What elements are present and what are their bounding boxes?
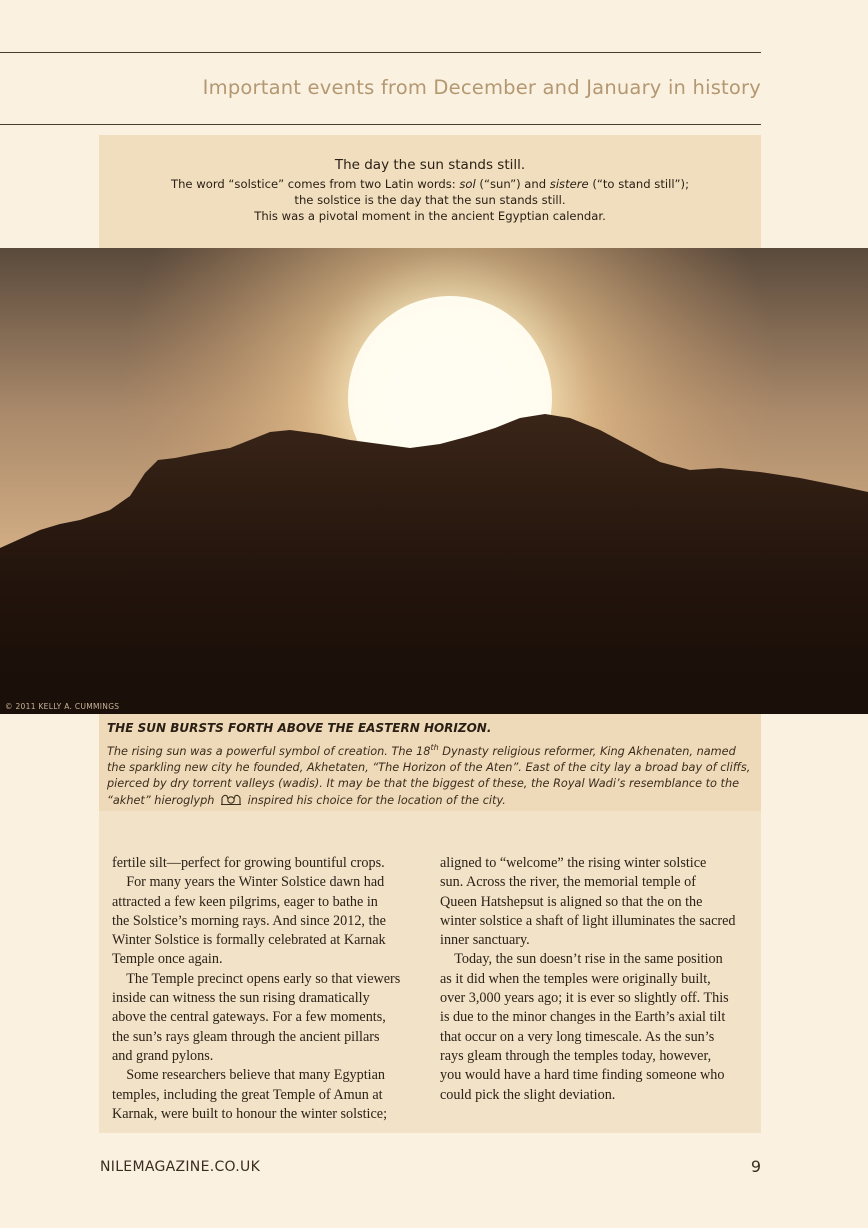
intro-box — [99, 135, 761, 248]
article-line: temples, including the great Temple of Amun at — [112, 1086, 383, 1103]
caption-box — [99, 714, 761, 811]
footer-site: NILEMAGAZINE.CO.UK — [100, 1159, 261, 1175]
article-line: attracted a few keen pilgrims, eager to bathe in — [112, 893, 378, 910]
article-column-right — [440, 854, 748, 1105]
article-line: rays gleam through the temples today, however, — [440, 1047, 712, 1064]
article-line: For many years the Winter Solstice dawn had — [112, 874, 385, 891]
article-line: Temple once again. — [112, 951, 223, 968]
article-line: could pick the slight deviation. — [440, 1086, 616, 1103]
article-line: Queen Hatshepsut is aligned so that the on the — [440, 893, 703, 910]
article-line: inner sanctuary. — [440, 932, 530, 949]
article-line: is due to the minor changes in the Earth’s axial tilt — [440, 1009, 726, 1026]
article-line: you would have a hard time finding someone who — [440, 1067, 725, 1084]
article-line: Today, the sun doesn’t rise in the same position — [440, 951, 723, 968]
article-line: above the central gateways. For a few moments, — [112, 1009, 386, 1026]
intro-heading: The day the sun stands still. — [334, 157, 526, 173]
header-rule-top — [0, 52, 761, 53]
sunrise-photo — [0, 248, 868, 714]
caption-body: The rising sun was a powerful symbol of creation. The 18th Dynasty religious reformer, King Akhenaten, named the sparkling new city he founded, Akhetaten, “The Horizon of the Aten”. East of the city lay a broad bay of cliffs, pierced by dry torrent valleys (wadis). It may be that the biggest of these, the Royal Wadi’s resemblance to the “akhet” hieroglyph inspired his choice for the location of the city. — [107, 743, 751, 807]
article-line: Karnak, were built to honour the winter solstice; — [112, 1105, 388, 1122]
caption-title: THE SUN BURSTS FORTH ABOVE THE EASTERN HORIZON. — [107, 721, 492, 735]
header-rule-bottom — [0, 124, 761, 125]
article-line: the sun’s rays gleam through the ancient pillars — [112, 1028, 380, 1045]
article-line: the Solstice’s morning rays. And since 2012, the — [112, 912, 386, 929]
photo-credit: © 2011 KELLY A. CUMMINGS — [5, 702, 120, 711]
intro-body: The word “solstice” comes from two Latin words: sol (“sun”) and sistere (“to stand still”); the solstice is the day that the sun stands still. This was a pivotal moment in the ancient Egyptian calendar. — [171, 177, 689, 223]
article-line: and grand pylons. — [112, 1047, 214, 1064]
article-line: fertile silt—perfect for growing bountiful crops. — [112, 855, 385, 871]
article-line: Winter Solstice is formally celebrated at Karnak — [112, 932, 386, 949]
section-title: Important events from December and January in history — [202, 76, 761, 99]
article-line: that occur on a very long timescale. As the sun’s — [440, 1028, 715, 1045]
article-line: The Temple precinct opens early so that viewers — [112, 970, 401, 987]
sunrise-photo-art — [0, 248, 868, 714]
akhet-hieroglyph-icon — [220, 792, 242, 806]
article-line: over 3,000 years ago; it is ever so slightly off. This — [440, 990, 729, 1007]
article-text-box — [99, 811, 761, 1133]
article-column-left — [112, 854, 420, 1124]
page-number: 9 — [750, 1157, 761, 1176]
article-line: inside can witness the sun rising dramatically — [112, 990, 370, 1007]
article-line: aligned to “welcome” the rising winter solstice — [440, 855, 707, 871]
article-line: as it did when the temples were originally built, — [440, 970, 711, 987]
article-line: winter solstice a shaft of light illuminates the sacred — [440, 912, 736, 929]
article-line: sun. Across the river, the memorial temple of — [440, 874, 696, 891]
article-line: Some researchers believe that many Egyptian — [112, 1067, 386, 1084]
